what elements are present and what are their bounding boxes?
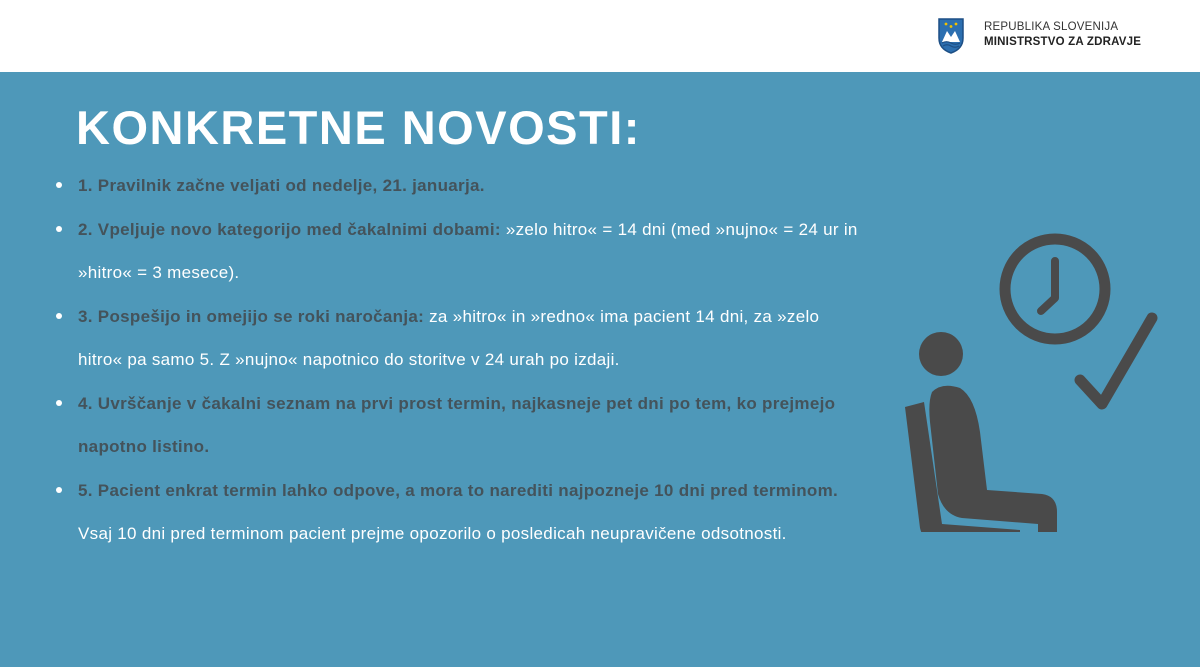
news-item-5-text: Vsaj 10 dni pred terminom pacient prejme opozorilo o posledicah neupravičene odsotnosti. xyxy=(78,524,787,543)
news-item-2 xyxy=(78,208,868,295)
clock-icon xyxy=(1005,239,1105,339)
news-item-3-bold: 3. Pospešijo in omejijo se roki naročanja: xyxy=(78,306,430,326)
slide-title: KONKRETNE NOVOSTI: xyxy=(76,101,641,154)
ministry-name: MINISTRSTVO ZA ZDRAVJE xyxy=(984,36,1142,48)
news-item-2-text: »zelo hitro« = 14 dni (med »nujno« = 24 ur in »hitro« = 3 mesece). xyxy=(78,219,858,282)
news-item-1-bold: 1. Pravilnik začne veljati od nedelje, 21. januarja. xyxy=(78,176,485,195)
ministry-logo xyxy=(938,18,1141,54)
slide-body xyxy=(0,72,1200,667)
news-item-4 xyxy=(78,382,868,469)
news-item-3-text: za »hitro« in »redno« ima pacient 14 dni, za »zelo hitro« pa samo 5. Z »nujno« napotnico do storitve v 24 urah po izdaji. xyxy=(78,306,820,369)
seated-person-icon xyxy=(905,332,1057,532)
waiting-patient-clock-check-icon xyxy=(880,232,1170,532)
news-list xyxy=(78,164,868,556)
news-item-3 xyxy=(78,295,868,382)
news-item-4-bold: 4. Uvrščanje v čakalni seznam na prvi prost termin, najkasneje pet dni po tem, ko prejmejo napotno listino. xyxy=(78,393,836,456)
header xyxy=(0,0,1200,72)
news-item-1 xyxy=(78,164,868,208)
slovenia-coat-of-arms-icon xyxy=(938,18,964,54)
news-item-5-bold: 5. Pacient enkrat termin lahko odpove, a mora to narediti najpozneje 10 dni pred terminom. xyxy=(78,480,839,500)
logo-text xyxy=(984,20,1141,50)
news-item-5 xyxy=(78,469,868,556)
news-item-2-bold: 2. Vpeljuje novo kategorijo med čakalnimi dobami: xyxy=(78,219,506,239)
republic-name: REPUBLIKA SLOVENIJA xyxy=(984,21,1119,33)
